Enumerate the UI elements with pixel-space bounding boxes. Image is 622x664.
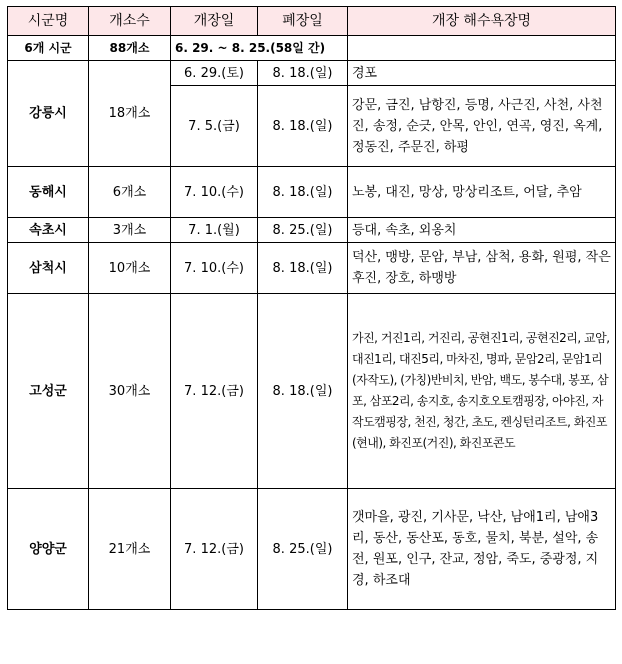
summary-row	[8, 36, 616, 61]
summary-region: 6개 시군	[8, 36, 89, 61]
region-cell: 양양군	[8, 489, 89, 610]
count-cell: 3개소	[89, 218, 171, 243]
beach-names-cell: 등대, 속초, 외옹치	[348, 218, 616, 243]
open-date-cell: 7. 5.(금)	[171, 86, 258, 167]
table-row	[8, 243, 616, 294]
summary-empty	[348, 36, 616, 61]
open-date-cell: 7. 10.(수)	[171, 167, 258, 218]
beach-names-cell: 가진, 거진1리, 거진리, 공현진1리, 공현진2리, 교암, 대진1리, 대진5리, 마차진, 명파, 문암2리, 문암1리(자작도), (가칭)반비치, 반암, 백도, 봉수대, 봉포, 삼포, 삼포2리, 송지호, 송지호오토캠핑장, 아야진, 자작도캠핑장, 천진, 청간, 초도, 켄싱턴리조트, 화진포(현내), 화진포(거진), 화진포콘도	[348, 294, 616, 489]
close-date-cell: 8. 25.(일)	[258, 218, 348, 243]
summary-period: 6. 29. ~ 8. 25.(58일 간)	[171, 36, 348, 61]
open-date-cell: 7. 12.(금)	[171, 294, 258, 489]
region-cell: 강릉시	[8, 61, 89, 167]
table-row	[8, 489, 616, 610]
open-date-cell: 7. 1.(월)	[171, 218, 258, 243]
header-close-date: 폐장일	[258, 7, 348, 36]
close-date-cell: 8. 25.(일)	[258, 489, 348, 610]
count-cell: 30개소	[89, 294, 171, 489]
table-row	[8, 218, 616, 243]
region-cell: 삼척시	[8, 243, 89, 294]
header-open-date: 개장일	[171, 7, 258, 36]
beach-names-cell: 강문, 금진, 남항진, 등명, 사근진, 사천, 사천진, 송정, 순긋, 안목, 안인, 연곡, 영진, 옥계, 정동진, 주문진, 하평	[348, 86, 616, 167]
beach-names-cell: 갯마을, 광진, 기사문, 낙산, 남애1리, 남애3리, 동산, 동산포, 동호, 물치, 북분, 설악, 송전, 원포, 인구, 잔교, 정암, 죽도, 중광정, 지경, 하조대	[348, 489, 616, 610]
header-count: 개소수	[89, 7, 171, 36]
count-cell: 10개소	[89, 243, 171, 294]
close-date-cell: 8. 18.(일)	[258, 167, 348, 218]
beach-names-cell: 노봉, 대진, 망상, 망상리조트, 어달, 추암	[348, 167, 616, 218]
table-row	[8, 61, 616, 86]
header-row	[8, 7, 616, 36]
beach-names-cell: 경포	[348, 61, 616, 86]
open-date-cell: 6. 29.(토)	[171, 61, 258, 86]
close-date-cell: 8. 18.(일)	[258, 61, 348, 86]
close-date-cell: 8. 18.(일)	[258, 243, 348, 294]
close-date-cell: 8. 18.(일)	[258, 294, 348, 489]
table-row	[8, 294, 616, 489]
beach-opening-table-container	[7, 6, 616, 610]
open-date-cell: 7. 10.(수)	[171, 243, 258, 294]
open-date-cell: 7. 12.(금)	[171, 489, 258, 610]
beach-names-cell: 덕산, 맹방, 문암, 부남, 삼척, 용화, 원평, 작은후진, 장호, 하맹방	[348, 243, 616, 294]
region-cell: 고성군	[8, 294, 89, 489]
count-cell: 18개소	[89, 61, 171, 167]
summary-count: 88개소	[89, 36, 171, 61]
count-cell: 21개소	[89, 489, 171, 610]
region-cell: 동해시	[8, 167, 89, 218]
region-cell: 속초시	[8, 218, 89, 243]
table-row	[8, 167, 616, 218]
header-beach-names: 개장 해수욕장명	[348, 7, 616, 36]
header-region: 시군명	[8, 7, 89, 36]
beach-opening-table	[7, 6, 616, 610]
count-cell: 6개소	[89, 167, 171, 218]
close-date-cell: 8. 18.(일)	[258, 86, 348, 167]
